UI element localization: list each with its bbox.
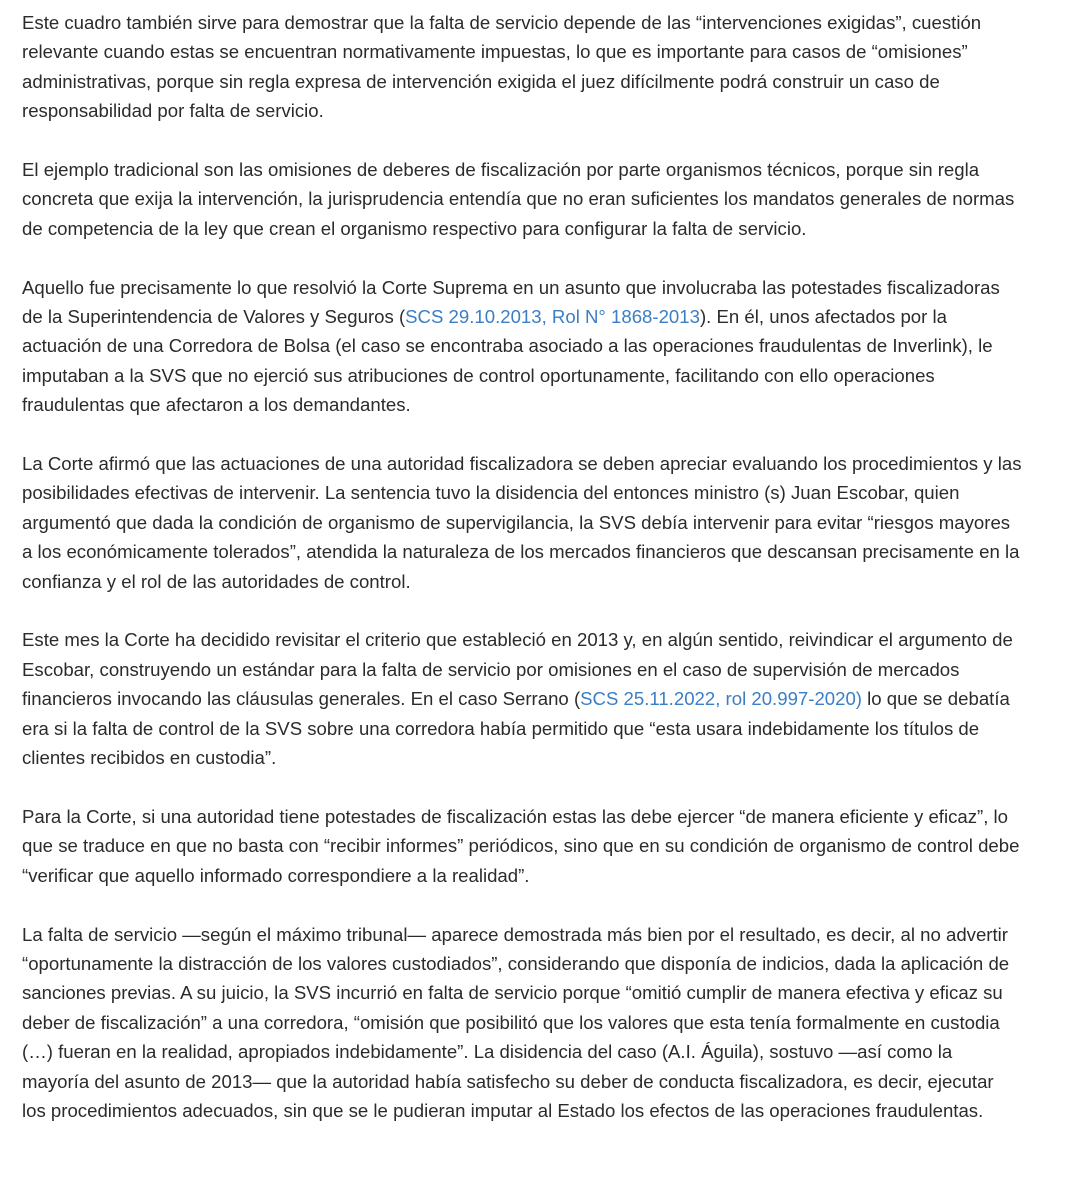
scs-2022-link[interactable]: SCS 25.11.2022, rol 20.997-2020) [580, 688, 862, 710]
paragraph-7: La falta de servicio —según el máximo tribunal— aparece demostrada más bien por el resultado, es decir, al no advertir “oportunamente la distracción de los valores custodiados”, considerando que disponía de indicios, dada la aplicación de sanciones previas. A su juicio, la SVS incurrió en falta de servicio porque “omitió cumplir de manera efectiva y eficaz su deber de fiscalización” a una corredora, “omisión que posibilitó que los valores que esta tenía formalmente en custodia (…) fueran en la realidad, apropiados indebidamente”. La disidencia del caso (A.I. Águila), sostuvo —así como la mayoría del asunto de 2013— que la autoridad había satisfecho su deber de conducta fiscalizadora, es decir, ejecutar los procedimientos adecuados, sin que se le pudieran imputar al Estado los efectos de las operaciones fraudulentas. [22, 923, 1010, 1121]
paragraph-6: Para la Corte, si una autoridad tiene potestades de fiscalización estas las debe ejercer “de manera eficiente y eficaz”, lo que se traduce en que no basta con “recibir informes” periódicos, sino que en su condición de organismo de control debe “verificar que aquello informado correspondiere a la realidad”. [22, 805, 1020, 886]
paragraph-5-text-before: Este mes la Corte ha decidido revisitar el criterio que estableció en 2013 y, en algún sentido, reivindicar el argumento de Escobar, construyendo un estándar para la falta de servicio por omisiones en el caso de supervisión de mercados financieros invocando las cláusulas generales. En el caso Serrano ( [22, 629, 1013, 710]
scs-2013-link[interactable]: SCS 29.10.2013, Rol N° 1868-2013 [405, 306, 700, 328]
paragraph-5-text-after: lo que se debatía era si la falta de control de la SVS sobre una corredora había permitido que “esta usara indebidamente los títulos de clientes recibidos en custodia”. [22, 688, 1010, 769]
paragraph-1: Este cuadro también sirve para demostrar que la falta de servicio depende de las “intervenciones exigidas”, cuestión relevante cuando estas se encuentran normativamente impuestas, lo que es importante para casos de “omisiones” administrativas, porque sin regla expresa de intervención exigida el juez difícilmente podrá construir un caso de responsabilidad por falta de servicio. [22, 12, 982, 122]
paragraph-3-text-before: Aquello fue precisamente lo que resolvió la Corte Suprema en un asunto que involucraba las potestades fiscalizadoras de la Superintendencia de Valores y Seguros ( [22, 276, 1000, 328]
paragraph-3 [22, 273, 1022, 420]
paragraph-3-text-after: ). En él, unos afectados por la actuación de una Corredora de Bolsa (el caso se encontraba asociado a las operaciones fraudulentas de Inverlink), le imputaban a la SVS que no ejerció sus atribuciones de control oportunamente, facilitando con ello operaciones fraudulentas que afectaron a los demandantes. [22, 306, 993, 416]
paragraph-4: La Corte afirmó que las actuaciones de una autoridad fiscalizadora se deben apreciar evaluando los procedimientos y las posibilidades efectivas de intervenir. La sentencia tuvo la disidencia del entonces ministro (s) Juan Escobar, quien argumentó que dada la condición de organismo de supervigilancia, la SVS debía intervenir para evitar “riesgos mayores a los económicamente tolerados”, atendida la naturaleza de los mercados financieros que descansan precisamente en la confianza y el rol de las autoridades de control. [22, 453, 1022, 592]
paragraph-2: El ejemplo tradicional son las omisiones de deberes de fiscalización por parte organismos técnicos, porque sin regla concreta que exija la intervención, la jurisprudencia entendía que no eran suficientes los mandatos generales de normas de competencia de la ley que crean el organismo respectivo para configurar la falta de servicio. [22, 159, 1015, 239]
paragraph-5 [22, 625, 1022, 772]
